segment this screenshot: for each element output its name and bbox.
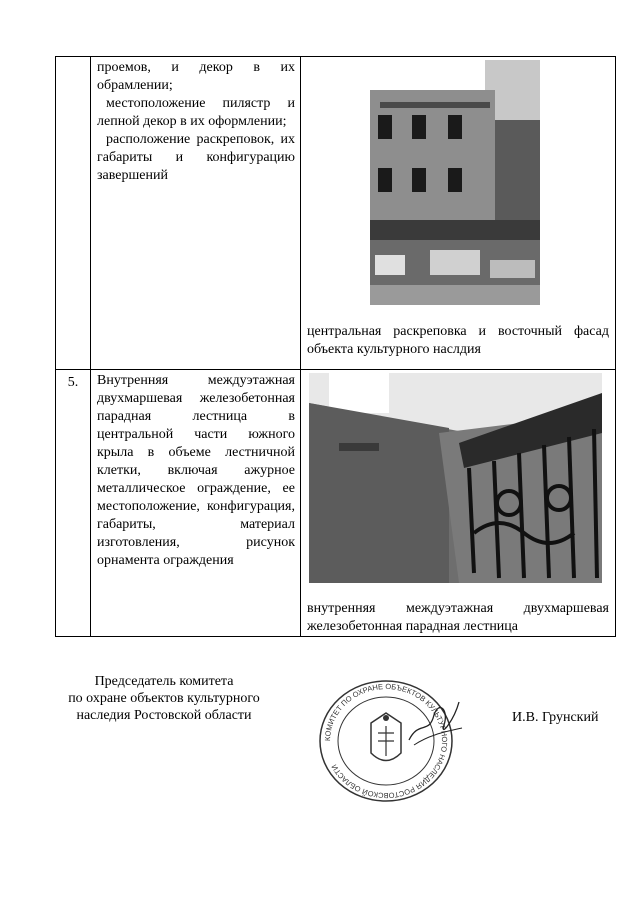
photo-caption: центральная раскреповка и восточный фасад объекта культурного наслдия [307,324,609,357]
description-paragraph: Внутренняя междуэтажная двухмаршевая железобетонная парадная лестница в центральной части южного крыла в объеме лестничной клетки, включая ажурное металлическое ограждение, ее местоположение, конфигурация, габариты, материал изготовления, рисунок орнамента ограждения [97,373,295,568]
signatory-title [50,673,278,724]
row-number [56,57,91,370]
signatory-title-line: наследия Ростовской области [76,708,252,723]
photo-caption: внутренняя междуэтажная двухмаршевая железобетонная парадная лестница [307,601,609,634]
row-description [91,57,301,370]
row-description [91,370,301,637]
svg-text:КОМИТЕТ ПО ОХРАНЕ ОБЪЕКТОВ КУЛ: КОМИТЕТ ПО ОХРАНЕ ОБЪЕКТОВ КУЛЬТУРНОГО НАСЛЕДИЯ РОСТОВСКОЙ ОБЛАСТИ [322,681,450,801]
signatory-title-line: Председатель комитета [94,674,234,689]
row-photo-cell [301,370,616,637]
description-paragraph: местоположение пилястр и лепной декор в их оформлении; [97,96,295,129]
heritage-elements-table [55,56,616,637]
table-row [56,370,616,637]
row-photo-cell [301,57,616,370]
row-number: 5. [56,370,91,637]
building-facade-photo [370,60,540,305]
signatory-name: И.В. Грунский [512,710,599,725]
description-paragraph: проемов, и декор в их обрамлении; [97,60,295,93]
staircase-photo [309,373,602,583]
signatory-title-line: по охране объектов культурного [68,691,260,706]
table-row [56,57,616,370]
handwritten-signature [404,690,464,750]
description-paragraph: расположение раскреповок, их габариты и конфигурацию завершений [97,132,295,183]
